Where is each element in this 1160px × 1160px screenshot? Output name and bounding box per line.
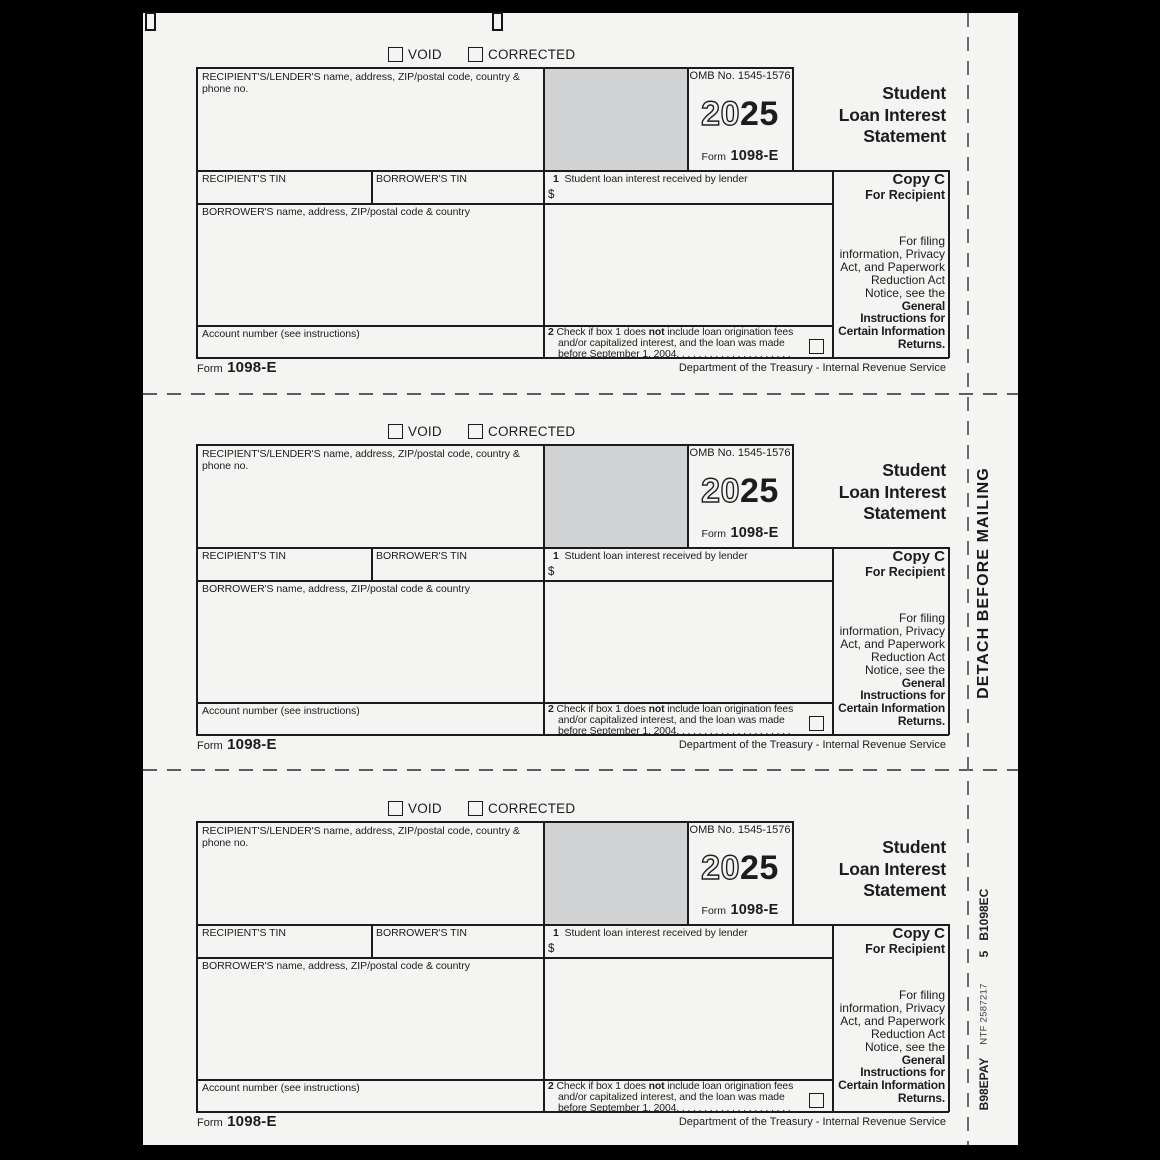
box2-checkbox[interactable] xyxy=(809,716,824,731)
perforation-line-vertical xyxy=(967,13,969,1145)
recipient-lender-label: RECIPIENT'S/LENDER'S name, address, ZIP/postal code, country & phone no. xyxy=(202,448,520,472)
box2-text: 2 Check if box 1 does not include loan origination fees and/or capitalized interest, and the loan was made before September 1, 2004. . . . . . . . . . . . . . . . . . . . . xyxy=(548,327,794,360)
void-label: VOID xyxy=(408,424,442,439)
box2-text: 2 Check if box 1 does not include loan origination fees and/or capitalized interest, and the loan was made before September 1, 2004. . . . . . . . . . . . . . . . . . . . . xyxy=(548,704,794,737)
recipient-tin-label: RECIPIENT'S TIN xyxy=(202,550,286,562)
footer-form-number: Form 1098-E xyxy=(197,736,277,753)
borrower-tin-field[interactable] xyxy=(372,548,542,579)
box1-interest-field[interactable] xyxy=(544,171,831,202)
table-line xyxy=(948,170,950,358)
box1-interest-field[interactable] xyxy=(544,548,831,579)
form-footer xyxy=(196,1113,948,1133)
recipient-tin-field[interactable] xyxy=(198,548,370,579)
omb-number: OMB No. 1545-1576 xyxy=(689,447,791,459)
box1-interest-field[interactable] xyxy=(544,925,831,956)
recipient-lender-field[interactable] xyxy=(198,69,542,169)
copy-label: Copy C xyxy=(892,171,945,188)
form-footer xyxy=(196,359,948,379)
borrower-name-field[interactable] xyxy=(198,581,542,701)
alignment-notch xyxy=(145,12,156,31)
form-number-line: Form 1098-E xyxy=(701,148,779,164)
box2-cell xyxy=(544,702,831,737)
stub-code-middle: NTF 2587217 xyxy=(978,983,990,1045)
box2-text: 2 Check if box 1 does not include loan origination fees and/or capitalized interest, and the loan was made before September 1, 2004. . . . . . . . . . . . . . . . . . . . . xyxy=(548,1081,794,1114)
recipient-tin-label: RECIPIENT'S TIN xyxy=(202,927,286,939)
borrower-tin-label: BORROWER'S TIN xyxy=(376,173,467,185)
form-copy-1 xyxy=(196,47,948,383)
corrected-checkbox[interactable] xyxy=(468,801,483,816)
perforation-line-1 xyxy=(143,393,1018,395)
table-line xyxy=(543,821,545,1112)
footer-form-number: Form 1098-E xyxy=(197,1113,277,1130)
tax-year: 2025 xyxy=(701,472,779,510)
shaded-year-box xyxy=(544,68,687,170)
copy-label: Copy C xyxy=(892,548,945,565)
copy-column xyxy=(835,549,945,732)
recipient-lender-label: RECIPIENT'S/LENDER'S name, address, ZIP/postal code, country & phone no. xyxy=(202,71,520,95)
form-title: Student Loan Interest Statement xyxy=(838,83,946,146)
corrected-label: CORRECTED xyxy=(488,801,576,816)
void-label: VOID xyxy=(408,47,442,62)
tax-year: 2025 xyxy=(701,95,779,133)
form-number-line: Form 1098-E xyxy=(701,525,779,541)
form-copy-2 xyxy=(196,424,948,760)
void-checkbox[interactable] xyxy=(388,424,403,439)
account-number-field[interactable] xyxy=(198,326,542,356)
copy-label: Copy C xyxy=(892,925,945,942)
void-label: VOID xyxy=(408,801,442,816)
recipient-lender-field[interactable] xyxy=(198,823,542,923)
shaded-year-box xyxy=(544,822,687,924)
recipient-lender-label: RECIPIENT'S/LENDER'S name, address, ZIP/postal code, country & phone no. xyxy=(202,825,520,849)
borrower-name-field[interactable] xyxy=(198,958,542,1078)
box1-label: 1 Student loan interest received by lender xyxy=(553,550,748,562)
borrower-name-field[interactable] xyxy=(198,204,542,324)
dollar-sign: $ xyxy=(548,189,555,201)
footer-department: Department of the Treasury - Internal Revenue Service xyxy=(678,362,946,374)
borrower-tin-field[interactable] xyxy=(372,925,542,956)
omb-number: OMB No. 1545-1576 xyxy=(689,70,791,82)
table-line xyxy=(832,924,834,1112)
corrected-checkbox[interactable] xyxy=(468,47,483,62)
borrower-tin-label: BORROWER'S TIN xyxy=(376,550,467,562)
borrower-tin-label: BORROWER'S TIN xyxy=(376,927,467,939)
recipient-tin-field[interactable] xyxy=(198,925,370,956)
detach-before-mailing-label: DETACH BEFORE MAILING xyxy=(975,467,992,699)
corrected-checkbox[interactable] xyxy=(468,424,483,439)
recipient-lender-field[interactable] xyxy=(198,446,542,546)
form-copy-3 xyxy=(196,801,948,1137)
alignment-notch xyxy=(492,12,503,31)
form-title: Student Loan Interest Statement xyxy=(838,837,946,900)
dollar-sign: $ xyxy=(548,943,555,955)
borrower-name-label: BORROWER'S name, address, ZIP/postal code & country xyxy=(202,206,470,218)
form-title: Student Loan Interest Statement xyxy=(838,460,946,523)
corrected-label: CORRECTED xyxy=(488,47,576,62)
perforation-line-2 xyxy=(143,769,1018,771)
filing-notice: For filing information, Privacy Act, and Paperwork Reduction Act Notice, see the General Instructions for Certain Information Returns. xyxy=(838,611,945,729)
void-checkbox[interactable] xyxy=(388,801,403,816)
footer-department: Department of the Treasury - Internal Revenue Service xyxy=(678,739,946,751)
box2-checkbox[interactable] xyxy=(809,1093,824,1108)
box2-cell xyxy=(544,325,831,360)
table-line xyxy=(948,547,950,735)
form-footer xyxy=(196,736,948,756)
shaded-year-box xyxy=(544,445,687,547)
box1-label: 1 Student loan interest received by lender xyxy=(553,927,748,939)
box2-checkbox[interactable] xyxy=(809,339,824,354)
copy-recipient-label: For Recipient xyxy=(865,565,945,579)
copy-column xyxy=(835,926,945,1109)
omb-year-cell xyxy=(688,67,792,170)
corrected-label: CORRECTED xyxy=(488,424,576,439)
footer-form-number: Form 1098-E xyxy=(197,359,277,376)
form-number-line: Form 1098-E xyxy=(701,902,779,918)
account-number-field[interactable] xyxy=(198,703,542,733)
borrower-name-label: BORROWER'S name, address, ZIP/postal code & country xyxy=(202,960,470,972)
table-line xyxy=(543,444,545,735)
box1-label: 1 Student loan interest received by lender xyxy=(553,173,748,185)
void-checkbox[interactable] xyxy=(388,47,403,62)
table-line xyxy=(832,170,834,358)
filing-notice: For filing information, Privacy Act, and Paperwork Reduction Act Notice, see the General Instructions for Certain Information Returns. xyxy=(838,234,945,352)
account-number-label: Account number (see instructions) xyxy=(202,328,360,340)
footer-department: Department of the Treasury - Internal Revenue Service xyxy=(678,1116,946,1128)
copy-column xyxy=(835,172,945,355)
tax-year: 2025 xyxy=(701,849,779,887)
omb-number: OMB No. 1545-1576 xyxy=(689,824,791,836)
recipient-tin-field[interactable] xyxy=(198,171,370,202)
table-line xyxy=(948,924,950,1112)
recipient-tin-label: RECIPIENT'S TIN xyxy=(202,173,286,185)
table-line xyxy=(832,547,834,735)
account-number-field[interactable] xyxy=(198,1080,542,1110)
table-line xyxy=(543,67,545,358)
borrower-tin-field[interactable] xyxy=(372,171,542,202)
form-page xyxy=(143,13,1018,1145)
borrower-name-label: BORROWER'S name, address, ZIP/postal code & country xyxy=(202,583,470,595)
stub-code-bottom: B98EPAY xyxy=(977,1057,991,1111)
omb-year-cell xyxy=(688,821,792,924)
copy-recipient-label: For Recipient xyxy=(865,942,945,956)
dollar-sign: $ xyxy=(548,566,555,578)
account-number-label: Account number (see instructions) xyxy=(202,1082,360,1094)
copy-recipient-label: For Recipient xyxy=(865,188,945,202)
account-number-label: Account number (see instructions) xyxy=(202,705,360,717)
box2-cell xyxy=(544,1079,831,1114)
omb-year-cell xyxy=(688,444,792,547)
stub-code-top: 5 B1098EC xyxy=(977,888,991,958)
filing-notice: For filing information, Privacy Act, and Paperwork Reduction Act Notice, see the General Instructions for Certain Information Returns. xyxy=(838,988,945,1106)
